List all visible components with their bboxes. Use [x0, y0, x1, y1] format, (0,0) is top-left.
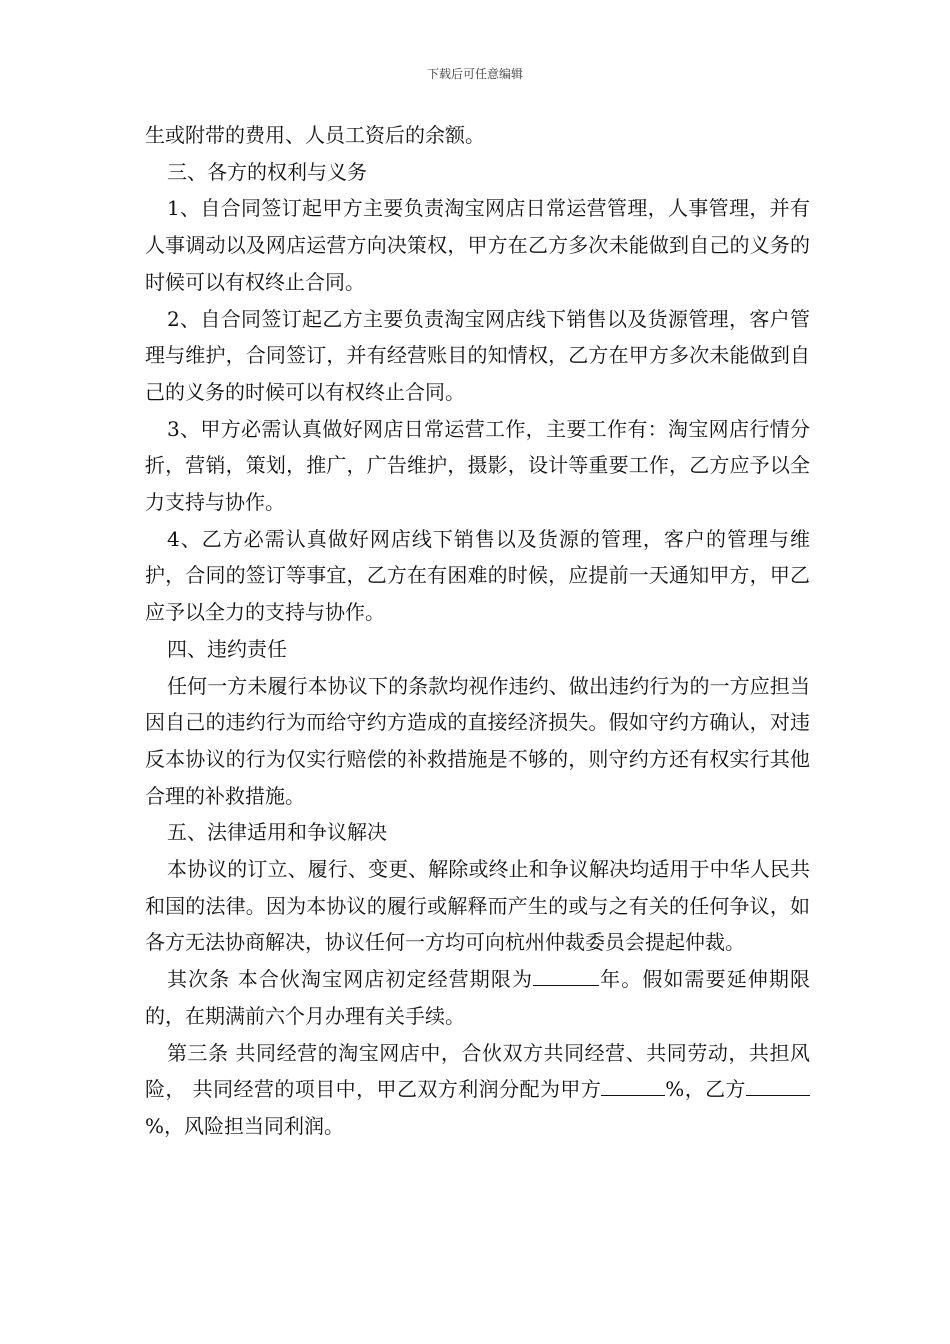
party-a-share-blank[interactable] [601, 1094, 665, 1096]
term-2-paragraph [145, 961, 810, 1034]
party-b-share-blank[interactable] [746, 1094, 810, 1096]
clause-2: 2、自合同签订起乙方主要负责淘宝网店线下销售以及货源管理，客户管理与维护，合同签订，并有经营账目的知情权，乙方在甲方多次未能做到自己的义务的时候可以有权终止合同。 [145, 306, 810, 404]
page-header: 下载后可任意编辑 [426, 67, 523, 81]
clause-4: 4、乙方必需认真做好网店线下销售以及货源的管理，客户的管理与维护，合同的签订等事宜，乙方在有困难的时候，应提前一天通知甲方，甲乙应予以全力的支持与协作。 [145, 526, 810, 625]
section-heading-law: 五、法律适用和争议解决 [167, 820, 387, 845]
term-2-text-before: 其次条 本合伙淘宝网店初定经营期限为 [167, 967, 534, 992]
term-3-paragraph [145, 1035, 810, 1145]
document-body [145, 117, 810, 1145]
section-heading-rights: 三、各方的权利与义务 [167, 159, 367, 184]
clause-1: 1、自合同签订起甲方主要负责淘宝网店日常运营管理，人事管理，并有人事调动以及网店运营方向决策权，甲方在乙方多次未能做到自己的义务的时候可以有权终止合同。 [145, 196, 810, 294]
term-3-text-part1: 第三条 共同经营的淘宝网店中，合伙双方共同经营、共同劳动，共担风险， 共同经营的项目中，甲乙双方利润分配为甲方 [145, 1040, 810, 1102]
liability-paragraph: 任何一方未履行本协议下的条款均视作违约、做出违约行为的一方应担当因自己的违约行为而给守约方造成的直接经济损失。假如守约方确认，对违反本协议的行为仅实行赔偿的补救措施是不够的，则守约方还有权实行其他合理的补救措施。 [145, 673, 810, 808]
term-3-text-part3: %，风险担当同利润。 [145, 1113, 345, 1138]
term-3-text-part2: %，乙方 [665, 1077, 746, 1102]
term-2-text-after: 年。假如需要延伸期限的，在期满前六个月办理有关手续。 [145, 967, 811, 1028]
section-heading-liability: 四、违约责任 [167, 636, 287, 661]
paragraph-continuation: 生或附带的费用、人员工资后的余额。 [145, 123, 485, 147]
law-paragraph: 本协议的订立、履行、变更、解除或终止和争议解决均适用于中华人民共和国的法律。因为本协议的履行或解释而产生的或与之有关的任何争议，如各方无法协商解决，协议任何一方均可向杭州仲裁委员会提起仲裁。 [145, 857, 810, 955]
clause-3: 3、甲方必需认真做好网店日常运营工作，主要工作有：淘宝网店行情分折，营销，策划，推广，广告维护，摄影，设计等重要工作，乙方应予以全力支持与协作。 [145, 416, 810, 515]
term-years-blank[interactable] [533, 984, 599, 986]
